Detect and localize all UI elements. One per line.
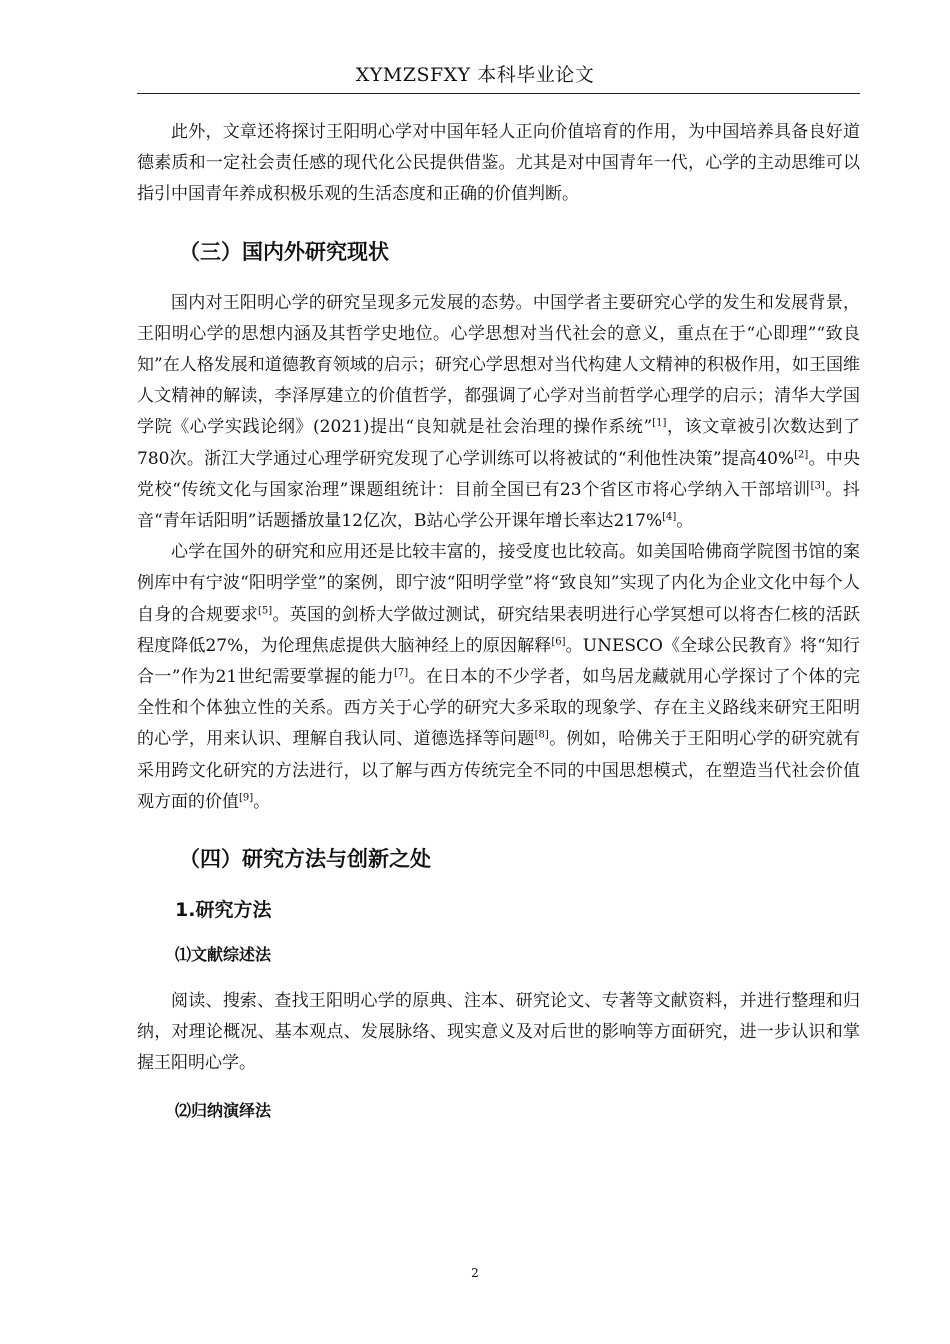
text-segment: 。 (253, 791, 271, 812)
text-segment: 国内对王阳明心学的研究呈现多元发展的态势。中国学者主要研究心学的发生和发展背景，王阳明心学的思想内涵及其哲学史地位。心学思想对当代社会的意义，重点在于“心即理”“致良知”在人格发展和道德教育领域的启示；研究心学思想对当代构建人文精神的积极作用，如王国维人文精神的解读，李泽厚建立的价值哲学，都强调了心学对当前哲学心理学的启示；清华大学国学院《心学实践论纲》(2021)提出“良知就是社会治理的操作系统” (137, 292, 860, 438)
domestic-research-paragraph (137, 288, 860, 538)
citation-ref-2: [2] (794, 448, 809, 460)
method-heading-literature-review: ⑴文献综述法 (175, 945, 272, 965)
text-segment: 。在日本的不少学者，如鸟居龙藏就用心学探讨了个体的完全性和个体独立性的关系。西方关于心学的研究大多采取的现象学、存在主义路线来研究王阳明的心学，用来认识、理解自我认同、道德选择等问题 (137, 667, 861, 750)
method-heading-induction-deduction: ⑵归纳演绎法 (175, 1100, 272, 1120)
header-divider (137, 93, 860, 94)
citation-ref-9: [9] (239, 792, 254, 804)
page-body (137, 117, 860, 1142)
text-segment: 。UNESCO《全球公民教育》将“知行合一”作为21世纪需要掌握的能力 (137, 635, 860, 688)
citation-ref-3: [3] (810, 480, 825, 492)
section-heading-methods: （四）研究方法与创新之处 (179, 847, 431, 872)
text-segment: 。 (676, 511, 694, 532)
section-heading-research-status: （三）国内外研究现状 (179, 239, 389, 264)
running-header: XYMZSFXY 本科毕业论文 (355, 64, 595, 86)
foreign-research-paragraph (137, 537, 860, 818)
text-segment: 。抖音“青年话阳明”话题播放量12亿次，B站心学公开课年增长率达217% (137, 479, 861, 532)
subsection-heading-research-methods: 1.研究方法 (175, 899, 272, 922)
citation-ref-1: [1] (652, 417, 667, 429)
text-segment: 。英国的剑桥大学做过测试，研究结果表明进行心学冥想可以将杏仁核的活跃程度降低27%，为伦理焦虑提供大脑神经上的原因解释 (137, 604, 861, 656)
citation-ref-4: [4] (662, 511, 677, 523)
text-segment: 。例如，哈佛关于王阳明心学的研究就有采用跨文化研究的方法进行，以了解与西方传统完全不同的中国思想模式，在塑造当代社会价值观方面的价值 (137, 729, 861, 812)
text-segment: 心学在国外的研究和应用还是比较丰富的，接受度也比较高。如美国哈佛商学院图书馆的案例库中有宁波“阳明学堂”的案例，即宁波“阳明学堂”将“致良知”实现了内化为企业文化中每个人自身的合规要求 (137, 542, 860, 625)
text-segment: 。中央党校“传统文化与国家治理”课题组统计：目前全国已有23个省区市将心学纳入干部培训 (137, 448, 860, 500)
literature-review-paragraph: 阅读、搜索、查找王阳明心学的原典、注本、研究论文、专著等文献资料，并进行整理和归纳，对理论概况、基本观点、发展脉络、现实意义及对后世的影响等方面研究，进一步认识和掌握王阳明心学。 (137, 991, 860, 1074)
citation-ref-7: [7] (394, 667, 409, 679)
citation-ref-6: [6] (551, 636, 566, 648)
page-number: 2 (471, 1266, 479, 1280)
citation-ref-8: [8] (534, 729, 549, 741)
intro-paragraph: 此外，文章还将探讨王阳明心学对中国年轻人正向价值培育的作用，为中国培养具备良好道德素质和一定社会责任感的现代化公民提供借鉴。尤其是对中国青年一代，心学的主动思维可以指引中国青年养成积极乐观的生活态度和正确的价值判断。 (137, 122, 860, 205)
text-segment: ，该文章被引次数达到了780次。浙江大学通过心理学研究发现了心学训练可以将被试的“利他性决策”提高40% (137, 417, 860, 469)
citation-ref-5: [5] (258, 604, 273, 616)
